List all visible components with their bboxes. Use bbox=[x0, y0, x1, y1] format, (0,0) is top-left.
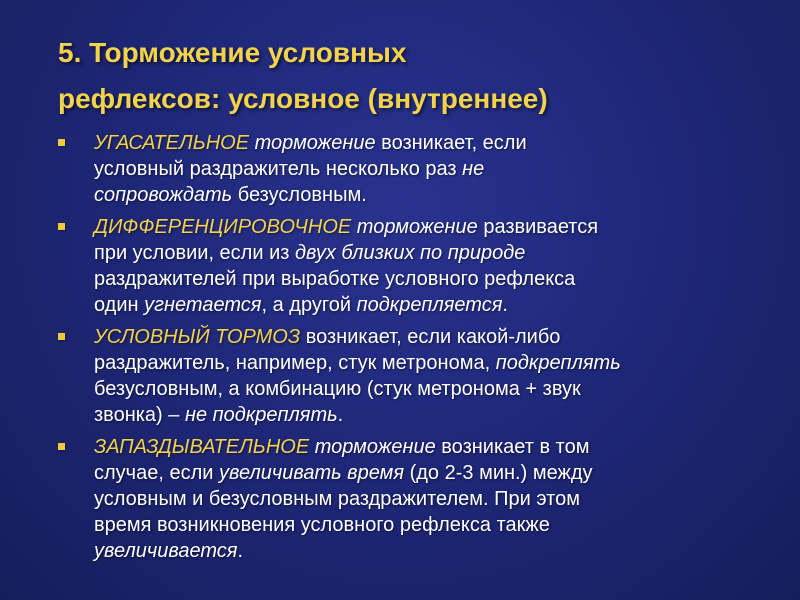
text-line bbox=[94, 156, 748, 182]
bullet-list bbox=[58, 130, 748, 570]
text-segment: возникает, если bbox=[375, 132, 527, 154]
text-line bbox=[94, 376, 748, 402]
square-bullet-icon bbox=[58, 333, 65, 340]
text-line bbox=[94, 486, 748, 512]
square-bullet-icon bbox=[58, 223, 65, 230]
list-item bbox=[58, 324, 748, 428]
text-line bbox=[94, 350, 748, 376]
list-item bbox=[58, 434, 748, 564]
text-segment: . bbox=[237, 540, 244, 562]
italic-text: угнетается bbox=[144, 294, 262, 316]
list-item-text bbox=[94, 214, 748, 318]
square-bullet-icon bbox=[58, 443, 65, 450]
text-line bbox=[94, 240, 748, 266]
italic-text: подкрепляется bbox=[356, 294, 503, 316]
term-highlight: ДИФФЕРЕНЦИРОВОЧНОЕ bbox=[94, 216, 352, 238]
text-line bbox=[94, 460, 748, 486]
title-line-2: рефлексов: условное (внутреннее) bbox=[58, 83, 548, 114]
list-item-text bbox=[94, 434, 748, 564]
text-line bbox=[94, 402, 748, 428]
text-segment: . bbox=[337, 404, 344, 426]
term-highlight: УСЛОВНЫЙ ТОРМОЗ bbox=[94, 326, 301, 348]
list-item bbox=[58, 214, 748, 318]
square-bullet-icon bbox=[58, 139, 65, 146]
list-item-text bbox=[94, 324, 748, 428]
text-line bbox=[94, 214, 748, 240]
italic-text: торможение bbox=[309, 436, 436, 458]
text-segment: один bbox=[94, 294, 145, 316]
text-line bbox=[94, 130, 748, 156]
italic-text: торможение bbox=[249, 132, 376, 154]
text-line bbox=[94, 538, 748, 564]
text-segment: условным и безусловным раздражителем. При этом bbox=[94, 488, 580, 510]
list-item bbox=[58, 130, 748, 208]
text-segment: безусловным. bbox=[232, 184, 367, 206]
italic-text: торможение bbox=[351, 216, 478, 238]
text-line bbox=[94, 512, 748, 538]
term-highlight: УГАСАТЕЛЬНОЕ bbox=[94, 132, 250, 154]
text-segment: случае, если bbox=[94, 462, 219, 484]
italic-text: двух близких по природе bbox=[294, 242, 526, 264]
text-segment: безусловным, а комбинацию (стук метронома + звук bbox=[94, 378, 581, 400]
text-segment: раздражитель, например, стук метронома, bbox=[94, 352, 496, 374]
list-item-text bbox=[94, 130, 748, 208]
text-segment: , а другой bbox=[261, 294, 357, 316]
text-segment: звонка) – bbox=[94, 404, 185, 426]
text-segment: условный раздражитель несколько раз bbox=[94, 158, 463, 180]
italic-text: подкреплять bbox=[495, 352, 621, 374]
text-segment: при условии, если из bbox=[94, 242, 295, 264]
text-segment: возникает в том bbox=[435, 436, 590, 458]
text-line bbox=[94, 182, 748, 208]
term-highlight: ЗАПАЗДЫВАТЕЛЬНОЕ bbox=[94, 436, 310, 458]
text-line bbox=[94, 292, 748, 318]
text-segment: возникает, если какой-либо bbox=[300, 326, 561, 348]
text-segment: развивается bbox=[477, 216, 599, 238]
italic-text: не подкреплять bbox=[184, 404, 338, 426]
italic-text: увеличивать время bbox=[218, 462, 405, 484]
italic-text: не bbox=[462, 158, 485, 180]
slide-title bbox=[58, 30, 758, 122]
text-segment: раздражителей при выработке условного рефлекса bbox=[94, 268, 576, 290]
italic-text: увеличивается bbox=[94, 540, 238, 562]
italic-text: сопровождать bbox=[94, 184, 233, 206]
text-line bbox=[94, 434, 748, 460]
text-segment: . bbox=[502, 294, 508, 316]
text-line bbox=[94, 324, 748, 350]
text-segment: время возникновения условного рефлекса также bbox=[94, 514, 550, 536]
text-line bbox=[94, 266, 748, 292]
title-line-1: 5. Торможение условных bbox=[58, 37, 407, 68]
text-segment: (до 2-3 мин.) между bbox=[404, 462, 593, 484]
